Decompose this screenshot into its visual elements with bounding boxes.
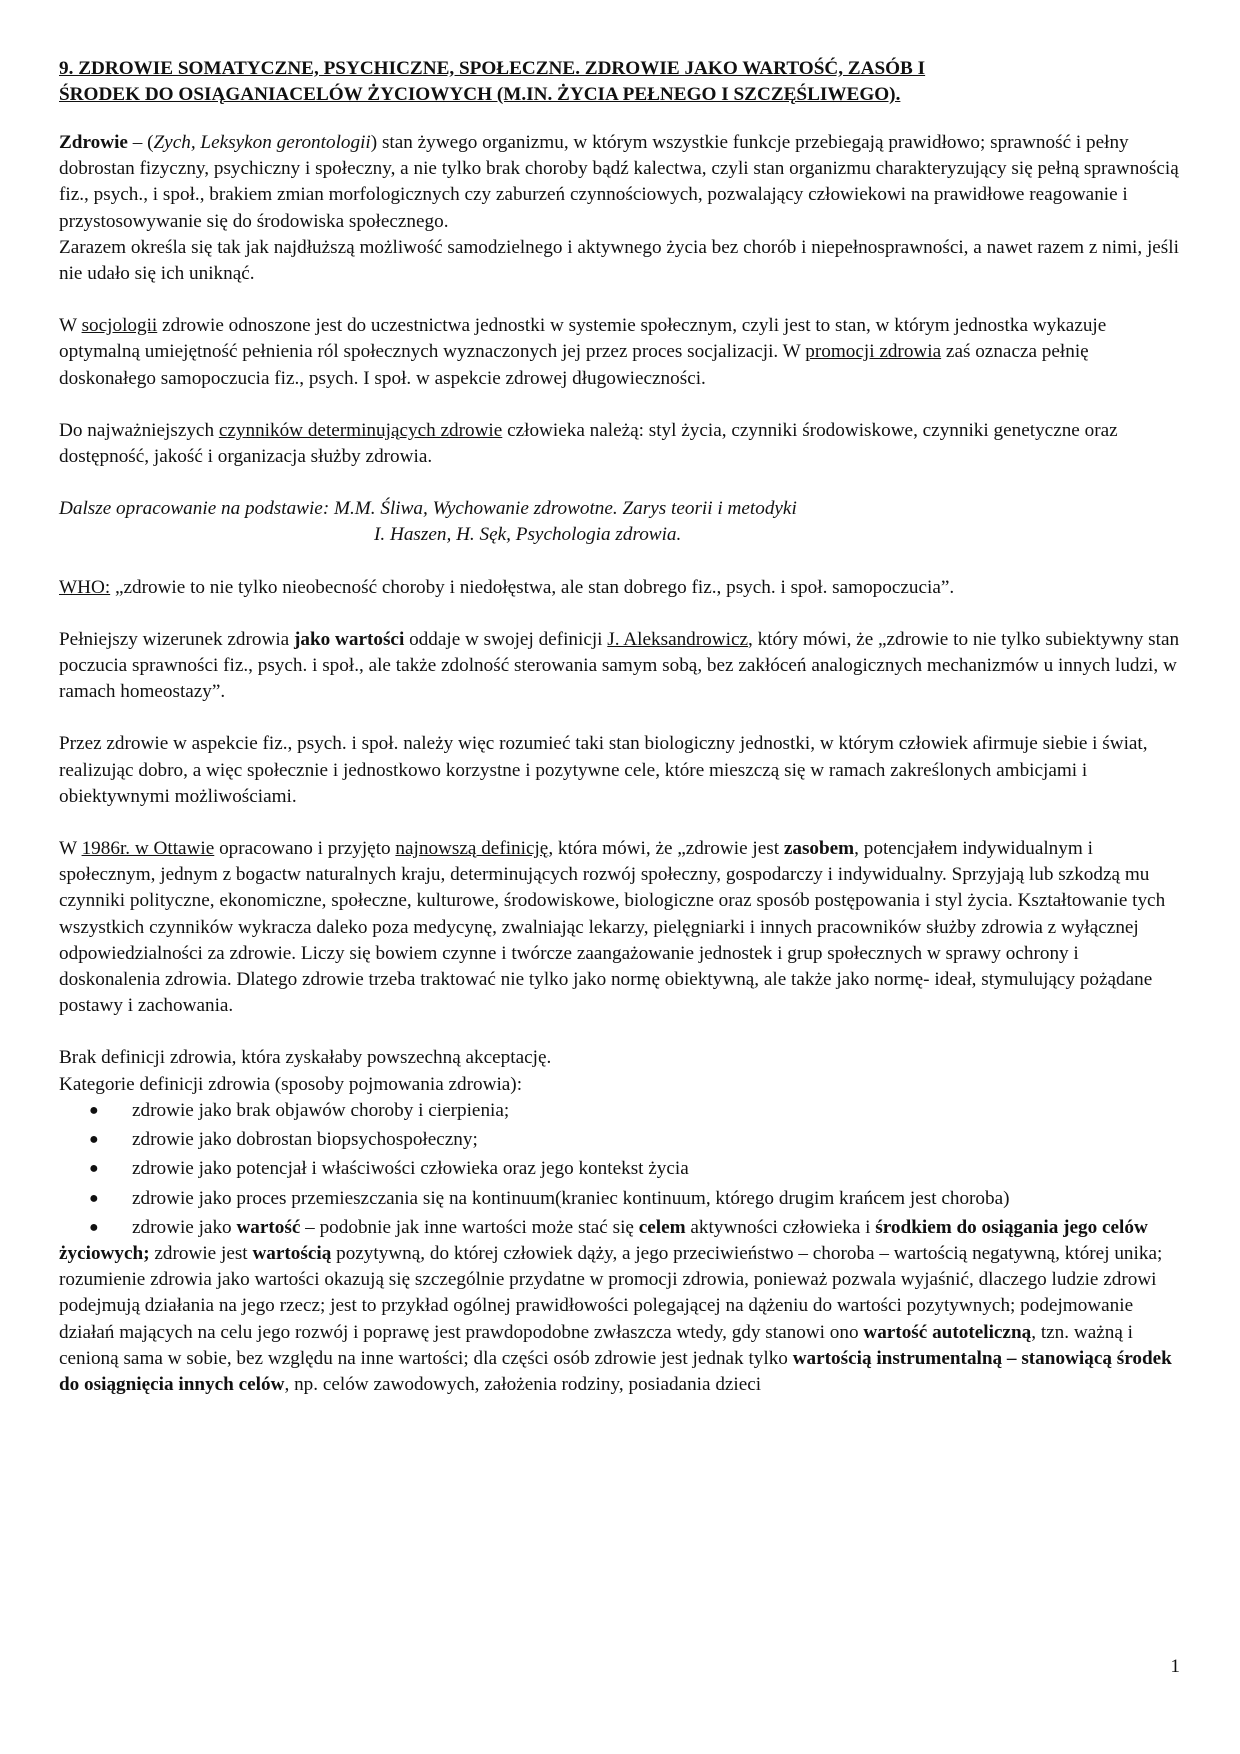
paragraph-ottawa — [59, 836, 1181, 1019]
list-item — [59, 1186, 1181, 1212]
dash: – ( — [127, 132, 154, 153]
paragraph-definition — [59, 130, 1181, 235]
paragraph-determinants — [59, 418, 1181, 470]
text-span: oddaje w swojej definicji — [404, 628, 608, 650]
text-span: W — [59, 315, 82, 337]
link-newest-definition: najnowszą definicję — [395, 838, 549, 860]
document-page — [59, 56, 1181, 1398]
text-span: Pełniejszy wizerunek zdrowia — [59, 628, 294, 650]
source-citation: Zych, Leksykon gerontologii — [153, 132, 371, 153]
text-span: , tzn. ważną i cenioną sama w sobie, bez względu na inne wartości; dla części osób zdrowie jest jednak tylko — [59, 1321, 1133, 1369]
text-span: , np. celów zawodowych, założenia rodziny, posiadania dzieci — [284, 1373, 762, 1395]
bold-jako-wartosci: jako wartości — [293, 628, 405, 650]
sources-line-2: I. Haszen, H. Sęk, Psychologia zdrowia. — [374, 524, 682, 546]
paragraph-categories: Kategorie definicji zdrowia (sposoby pojmowania zdrowia): — [59, 1073, 523, 1095]
text-span: zdrowie jest — [149, 1242, 253, 1264]
text-span: aktywności człowieka i — [685, 1216, 876, 1238]
title-line-1: 9. ZDROWIE SOMATYCZNE, PSYCHICZNE, SPOŁECZNE. ZDROWIE JAKO WARTOŚĆ, ZASÓB I — [59, 58, 926, 79]
paragraph-aspect: Przez zdrowie w aspekcie fiz., psych. i społ. należy więc rozumieć taki stan biologiczny jednostki, w którym człowiek afirmuje siebie i świat, realizując dobro, a więc społecznie i jednostkowo korzystne i pozytywne cele, które mieszczą się w ramach zakreślonych ambicjami i obiektywnymi możliwościami. — [59, 733, 1148, 807]
bold-zasobem: zasobem — [783, 838, 855, 860]
paragraph-no-definition: Brak definicji zdrowia, która zyskałaby powszechną akceptację. — [59, 1047, 552, 1069]
bullet-icon: ● — [89, 1131, 99, 1149]
text-span: Do najważniejszych — [59, 419, 219, 441]
list-item — [59, 1127, 1181, 1153]
link-ottawa: 1986r. w Ottawie — [81, 838, 215, 860]
list-item — [59, 1156, 1181, 1182]
bold-srodkiem: środkiem do osiągania jego celów życiowych; — [59, 1216, 1148, 1264]
bold-wartosc: wartość — [236, 1216, 301, 1238]
document-title — [59, 56, 1181, 108]
text-span: – podobnie jak inne wartości może stać się — [300, 1216, 639, 1238]
bold-wartoscia: wartością — [252, 1242, 332, 1264]
bold-celem: celem — [638, 1216, 686, 1238]
text-span: pozytywną, do której człowiek dąży, a jego przeciwieństwo – choroba – wartością negatywną, której unika; rozumienie zdrowia jako wartości okazują się szczególnie przydatne w promocji zdrowia, ponieważ pozwala wyjaśnić, dlaczego ludzie zdrowi podejmują działania na jego rzecz; jest to przykład ogólnej prawidłowości polegającej na dążeniu do wartości pozytywnych; podejmowanie działań mających na celu jego rozwój i poprawę jest prawdopodobne zwłaszcza wtedy, gdy stanowi ono — [59, 1242, 1163, 1343]
link-promocji-zdrowia: promocji zdrowia — [805, 341, 942, 363]
bold-autoteliczna: wartość autoteliczną — [863, 1321, 1032, 1343]
paragraph-sociology — [59, 313, 1181, 392]
list-item-text: zdrowie jako dobrostan biopsychospołeczny; — [132, 1129, 478, 1151]
bold-instrumentalna: wartością instrumentalną – stanowiącą środek do osiągnięcia innych celów — [59, 1347, 1172, 1395]
text-span: , potencjałem indywidualnym i społecznym, jednym z bogactw naturalnych kraju, determinujących rozwój społeczny, gospodarczy i indywidualny. Sprzyjają lub szkodzą mu czynniki polityczne, ekonomiczne, społeczne, kulturowe, środowiskowe, biologiczne oraz sposób postępowania i styl życia. Kształtowanie tych wszystkich czynników wykracza daleko poza medycynę, zwalniając lekarzy, pielęgniarki i innych pracowników służby zdrowia z wyłącznej odpowiedzialności za zdrowie. Liczy się bowiem czynne i twórcze zaangażowanie jednostek i grup społecznych w sprawy ochrony i doskonalenia zdrowia. Dlatego zdrowie trzeba traktować nie tylko jako normę obiektywną, ale także jako normę- ideał, stymulujący pożądane postawy i zachowania. — [59, 838, 1166, 1017]
list-item-text: zdrowie jako brak objawów choroby i cierpienia; — [132, 1099, 510, 1121]
text-span: zaś oznacza pełnię doskonałego samopoczucia fiz., psych. I społ. w aspekcie zdrowej długowieczności. — [59, 341, 1089, 389]
link-determinants: czynników determinujących zdrowie — [218, 419, 503, 441]
bullet-list — [59, 1098, 1181, 1212]
link-aleksandrowicz: J. Aleksandrowicz — [607, 628, 748, 650]
bullet-icon: ● — [89, 1218, 99, 1236]
page-number: 1 — [1170, 1656, 1180, 1677]
text-span: W — [59, 838, 82, 860]
text-span: zdrowie odnoszone jest do uczestnictwa jednostki w systemie społecznym, czyli jest to stan, w którym jednostka wykazuje optymalną umiejętność pełnienia ról społecznych wyznaczonych jej przez proces socjalizacji. W — [59, 315, 1107, 363]
bullet-icon: ● — [89, 1101, 99, 1119]
bullet-icon: ● — [89, 1189, 99, 1207]
list-item-text: zdrowie jako proces przemieszczania się na kontinuum(kraniec kontinuum, którego drugim krańcem jest choroba) — [132, 1187, 1010, 1209]
paragraph-longevity: Zarazem określa się tak jak najdłuższą możliwość samodzielnego i aktywnego życia bez chorób i niepełnosprawności, a nawet razem z nimi, jeśli nie udało się ich uniknąć. — [59, 236, 1179, 285]
list-item — [59, 1098, 1181, 1124]
bullet-icon: ● — [89, 1160, 99, 1178]
text-span: opracowano i przyjęto — [214, 838, 396, 860]
link-socjologii: socjologii — [81, 315, 158, 337]
title-line-2: ŚRODEK DO OSIĄGANIACELÓW ŻYCIOWYCH (M.IN. ŻYCIA PEŁNEGO I SZCZĘŚLIWEGO). — [59, 84, 901, 105]
who-label: WHO: — [59, 576, 111, 598]
list-item-value — [59, 1215, 1181, 1398]
term-zdrowie: Zdrowie — [59, 132, 128, 153]
paragraph-who — [59, 575, 1181, 601]
definition-text: ) stan żywego organizmu, w którym wszystkie funkcje przebiegają prawidłowo; sprawność i pełny dobrostan fizyczny, psychiczny i społeczny, a nie tylko brak choroby bądź kalectwa, czyli stan organizmu charakteryzujący się pełną sprawnością fiz., psych., i społ., brakiem zmian morfologicznych czy zaburzeń czynnościowych, pozwalający człowiekowi na prawidłowe reagowanie i przystosowywanie się do środowiska społecznego. — [59, 132, 1179, 232]
text-span: , która mówi, że „zdrowie jest — [548, 838, 784, 860]
list-item-text: zdrowie jako potencjał i właściwości człowieka oraz jego kontekst życia — [132, 1158, 689, 1180]
text-span: człowieka należą: styl życia, czynniki środowiskowe, czynniki genetyczne oraz dostępność, jakość i organizacja służby zdrowia. — [59, 419, 1118, 468]
paragraph-aleksandrowicz — [59, 627, 1181, 706]
sources-line-1: Dalsze opracowanie na podstawie: M.M. Śliwa, Wychowanie zdrowotne. Zarys teorii i metodyki — [59, 498, 797, 520]
text-span: , który mówi, że „zdrowie to nie tylko subiektywny stan poczucia sprawności fiz., psych. i społ., ale także zdolność sterowania samym sobą, bez zakłóceń analogicznych mechanizmów u innych ludzi, w ramach homeostazy”. — [59, 628, 1180, 703]
who-definition: „zdrowie to nie tylko nieobecność choroby i niedołęstwa, ale stan dobrego fiz., psych. i społ. samopoczucia”. — [110, 576, 955, 598]
text-span: zdrowie jako — [132, 1216, 237, 1238]
